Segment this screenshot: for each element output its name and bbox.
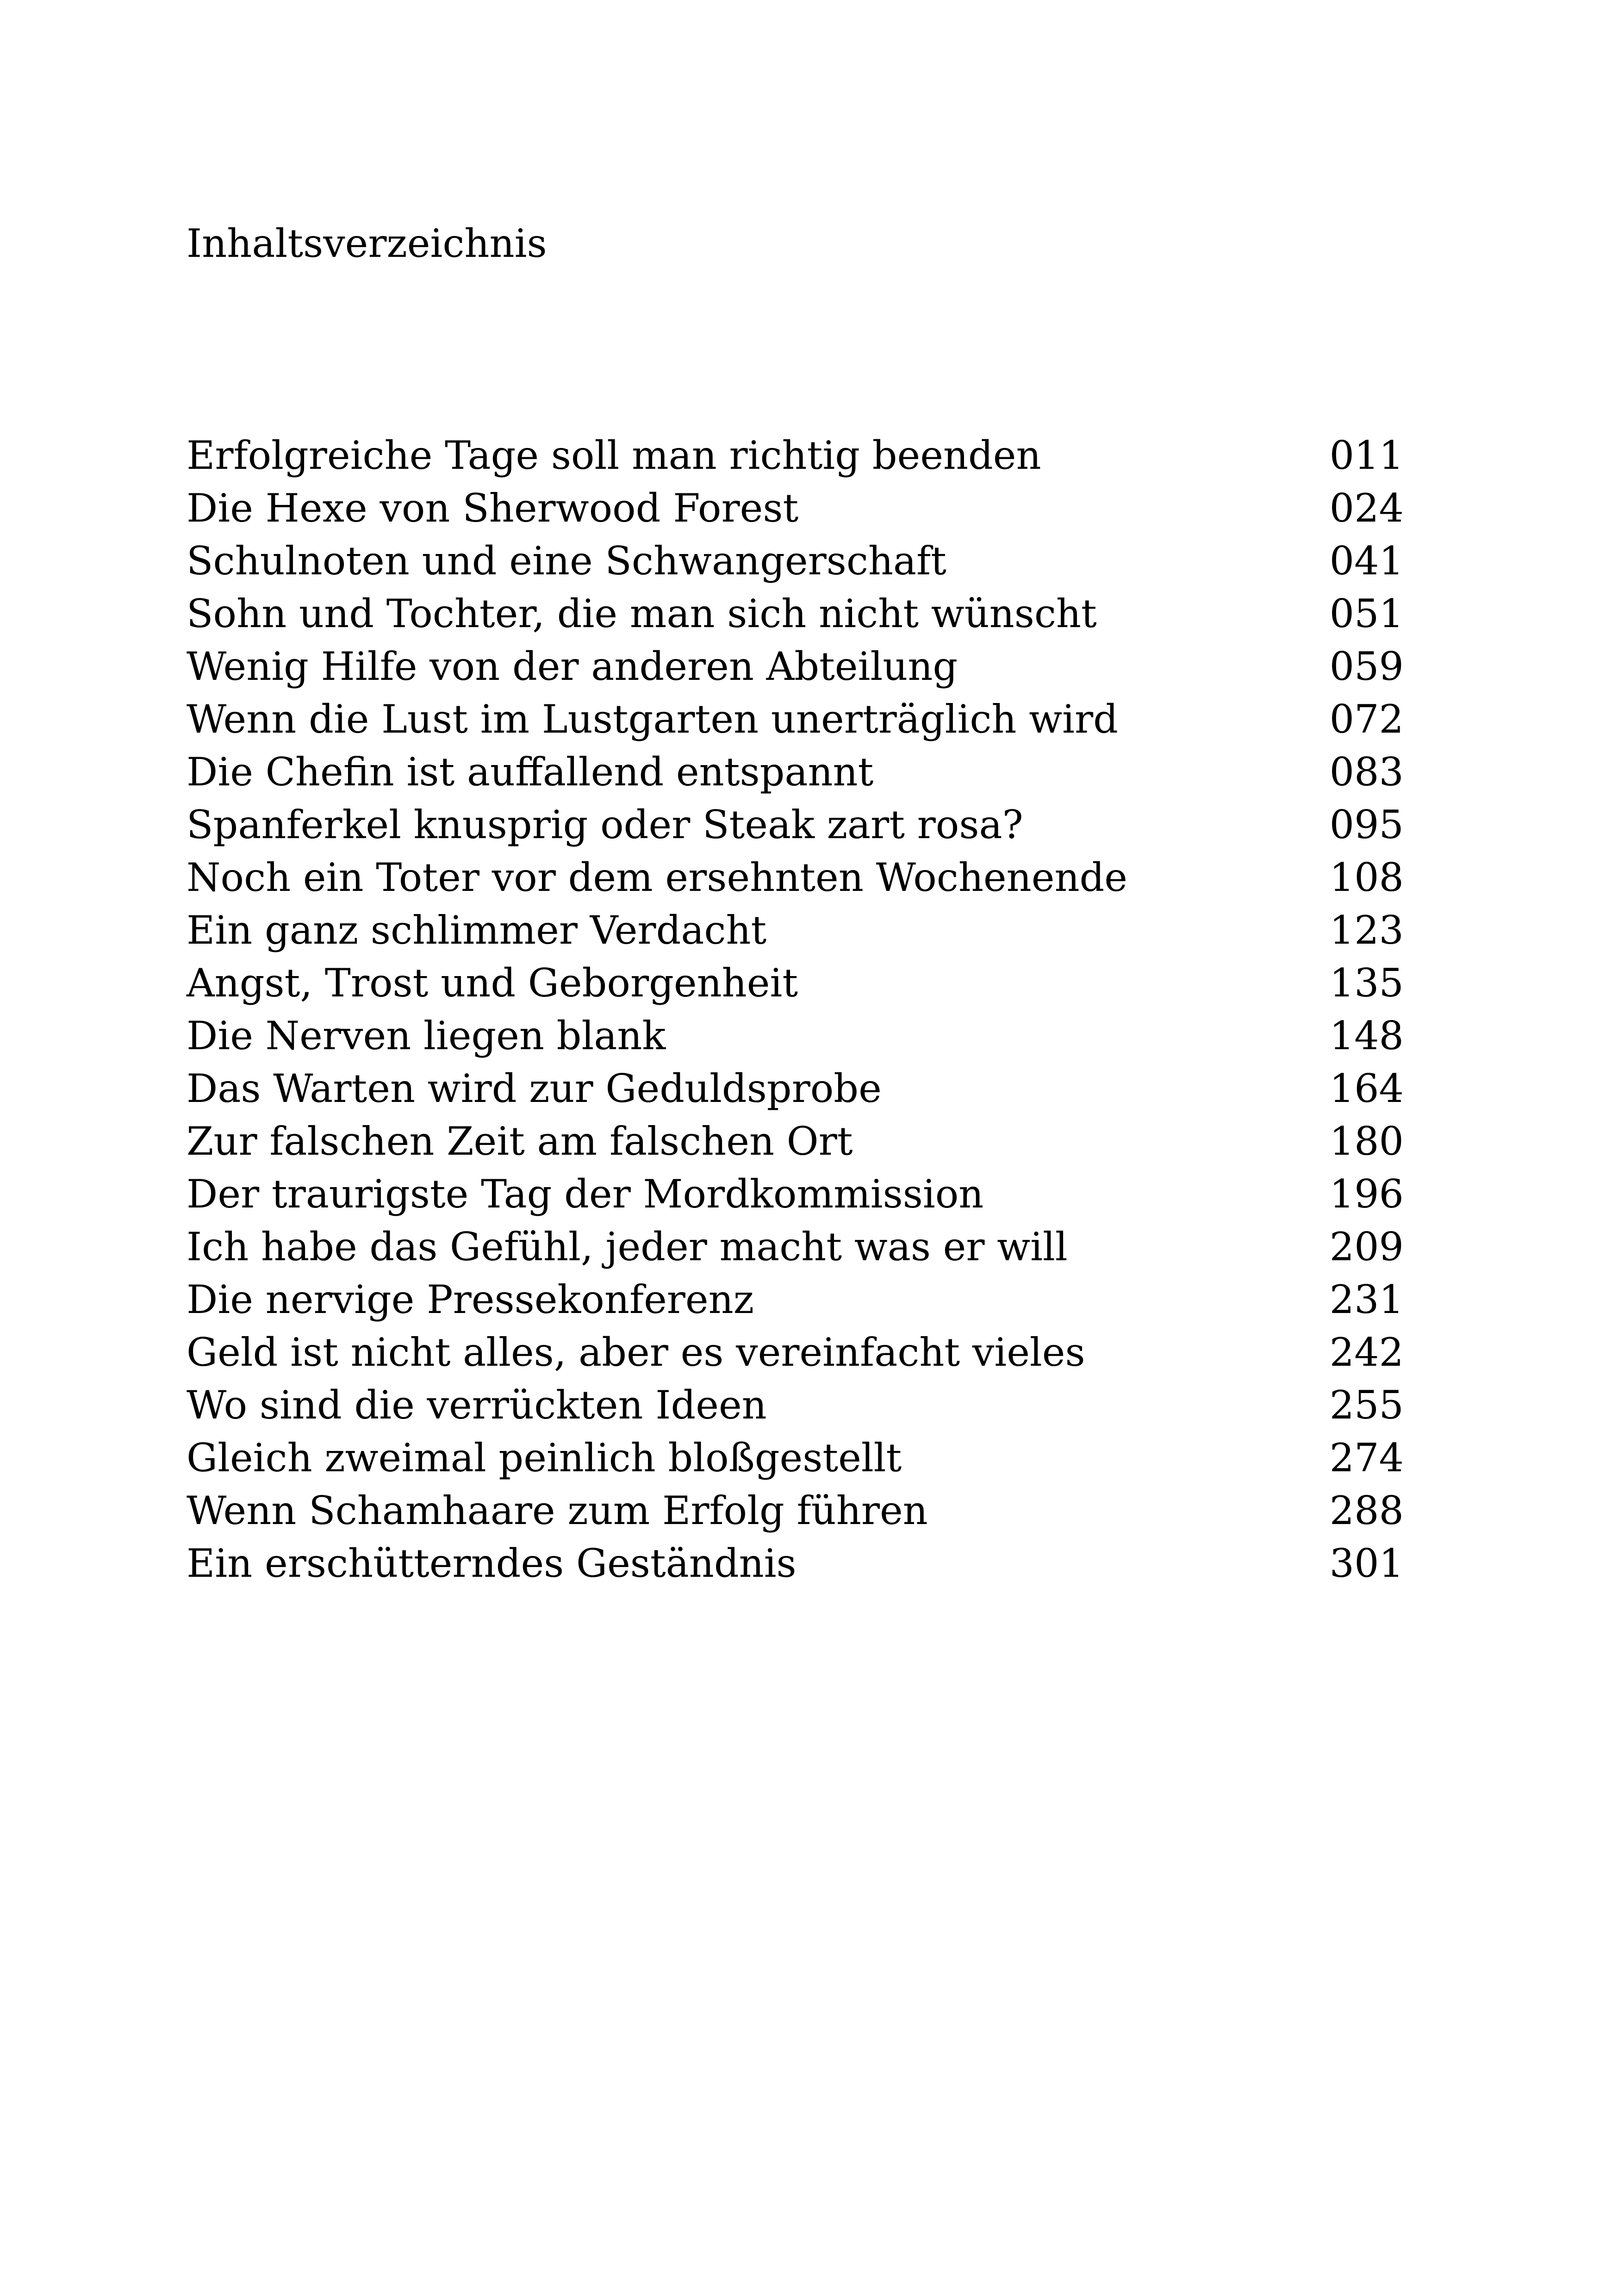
toc-entry bbox=[187, 1484, 1404, 1537]
toc-entry bbox=[187, 587, 1404, 640]
toc-entry bbox=[187, 1168, 1404, 1220]
page-title: Inhaltsverzeichnis bbox=[187, 221, 547, 266]
toc-entry bbox=[187, 957, 1404, 1009]
toc-entry-page: 041 bbox=[1329, 538, 1404, 584]
toc-entry-title: Erfolgreiche Tage soll man richtig beenden bbox=[187, 433, 1041, 478]
toc-entry bbox=[187, 1062, 1404, 1115]
toc-entry-page: 274 bbox=[1329, 1435, 1404, 1481]
toc-entry bbox=[187, 1115, 1404, 1168]
toc-entry-page: 059 bbox=[1329, 644, 1404, 689]
toc-entry bbox=[187, 640, 1404, 693]
toc-entry-page: 072 bbox=[1329, 697, 1404, 742]
toc-entry-title: Sohn und Tochter, die man sich nicht wünscht bbox=[187, 591, 1097, 636]
toc-entry bbox=[187, 1326, 1404, 1379]
toc-entry-title: Das Warten wird zur Geduldsprobe bbox=[187, 1066, 882, 1111]
toc-entry bbox=[187, 1273, 1404, 1326]
toc-entry-page: 135 bbox=[1329, 960, 1404, 1006]
toc-entry bbox=[187, 1431, 1404, 1484]
toc-entry-title: Ich habe das Gefühl, jeder macht was er will bbox=[187, 1224, 1068, 1269]
toc-entry bbox=[187, 851, 1404, 904]
toc-entry-page: 231 bbox=[1329, 1277, 1404, 1322]
toc-entry-title: Die Chefin ist auffallend entspannt bbox=[187, 749, 874, 795]
toc-entry bbox=[187, 798, 1404, 851]
toc-entry-title: Die nervige Pressekonferenz bbox=[187, 1277, 754, 1322]
toc-entry-page: 123 bbox=[1329, 908, 1404, 953]
toc-entry-title: Wo sind die verrückten Ideen bbox=[187, 1382, 767, 1428]
toc-entry-title: Der traurigste Tag der Mordkommission bbox=[187, 1171, 984, 1217]
toc-entry-title: Angst, Trost und Geborgenheit bbox=[187, 960, 798, 1006]
toc-entry bbox=[187, 1009, 1404, 1062]
toc-entry-title: Gleich zweimal peinlich bloßgestellt bbox=[187, 1435, 902, 1481]
toc-entry bbox=[187, 429, 1404, 482]
toc-entry bbox=[187, 904, 1404, 957]
toc-entry bbox=[187, 1220, 1404, 1273]
toc-entry-title: Wenn Schamhaare zum Erfolg führen bbox=[187, 1488, 928, 1533]
toc-entry-title: Ein ganz schlimmer Verdacht bbox=[187, 908, 767, 953]
toc-entry-page: 288 bbox=[1329, 1488, 1404, 1533]
toc-entry-title: Zur falschen Zeit am falschen Ort bbox=[187, 1119, 853, 1164]
toc-entry-title: Die Nerven liegen blank bbox=[187, 1013, 666, 1058]
toc-entry-page: 209 bbox=[1329, 1224, 1404, 1269]
toc-entry-page: 180 bbox=[1329, 1119, 1404, 1164]
toc-entry-page: 051 bbox=[1329, 591, 1404, 636]
toc-entry-page: 242 bbox=[1329, 1330, 1404, 1375]
toc-entry bbox=[187, 535, 1404, 587]
toc-entry-title: Wenn die Lust im Lustgarten unerträglich wird bbox=[187, 697, 1118, 742]
toc-entry-page: 024 bbox=[1329, 485, 1404, 531]
toc-entry-title: Geld ist nicht alles, aber es vereinfacht vieles bbox=[187, 1330, 1085, 1375]
toc-entry-page: 108 bbox=[1329, 855, 1404, 900]
table-of-contents bbox=[187, 429, 1404, 1590]
toc-entry bbox=[187, 482, 1404, 535]
toc-entry-page: 301 bbox=[1329, 1541, 1404, 1586]
toc-entry bbox=[187, 1379, 1404, 1431]
toc-entry-title: Schulnoten und eine Schwangerschaft bbox=[187, 538, 946, 584]
toc-entry-title: Die Hexe von Sherwood Forest bbox=[187, 485, 799, 531]
toc-entry-page: 011 bbox=[1329, 433, 1404, 478]
toc-entry-page: 148 bbox=[1329, 1013, 1404, 1058]
toc-entry bbox=[187, 1537, 1404, 1590]
toc-entry bbox=[187, 746, 1404, 798]
toc-entry-title: Spanferkel knusprig oder Steak zart rosa? bbox=[187, 802, 1023, 847]
toc-entry-page: 083 bbox=[1329, 749, 1404, 795]
toc-entry-title: Wenig Hilfe von der anderen Abteilung bbox=[187, 644, 958, 689]
toc-entry-title: Ein erschütterndes Geständnis bbox=[187, 1541, 797, 1586]
toc-entry-page: 095 bbox=[1329, 802, 1404, 847]
toc-entry-page: 164 bbox=[1329, 1066, 1404, 1111]
toc-entry-page: 255 bbox=[1329, 1382, 1404, 1428]
toc-entry bbox=[187, 693, 1404, 746]
toc-entry-page: 196 bbox=[1329, 1171, 1404, 1217]
toc-entry-title: Noch ein Toter vor dem ersehnten Wochenende bbox=[187, 855, 1128, 900]
